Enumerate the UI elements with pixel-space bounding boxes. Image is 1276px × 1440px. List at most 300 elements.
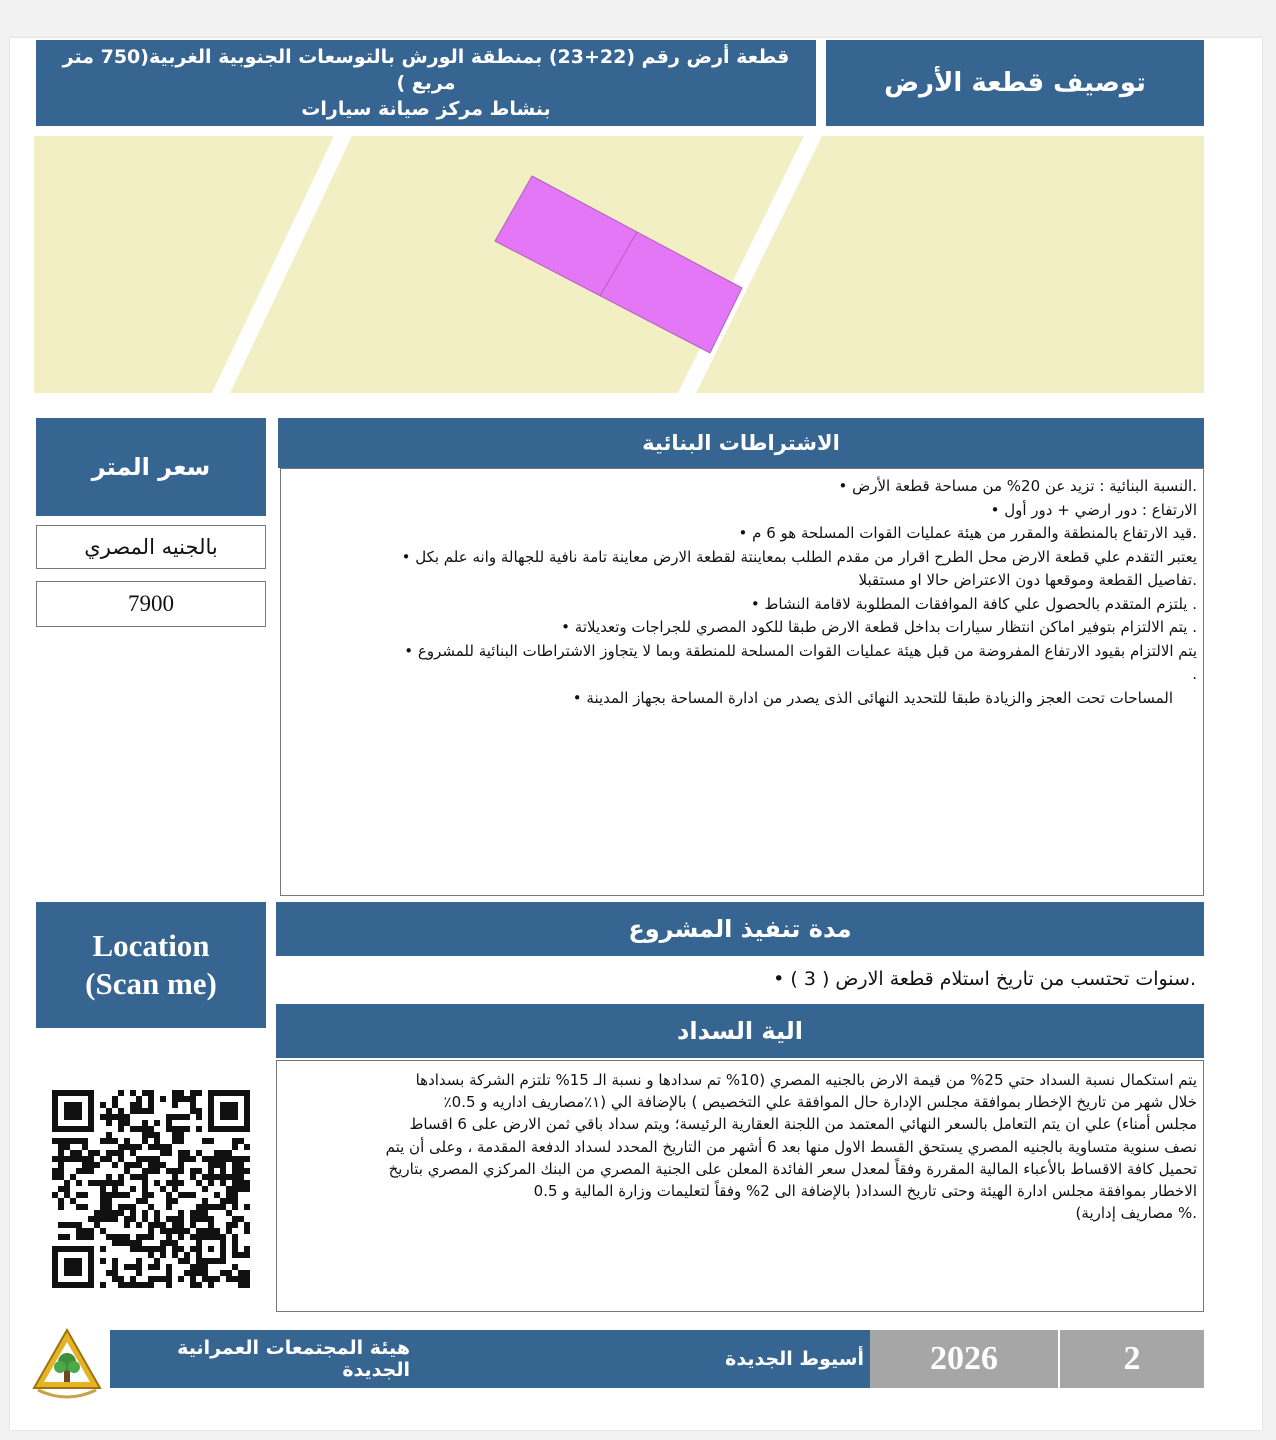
qr-module xyxy=(208,1228,214,1234)
qr-module xyxy=(208,1222,214,1228)
qr-module xyxy=(130,1282,136,1288)
qr-module xyxy=(202,1270,208,1276)
qr-module xyxy=(118,1180,124,1186)
qr-module xyxy=(202,1138,208,1144)
qr-module xyxy=(172,1168,178,1174)
condition-line: .قيد الارتفاع بالمنطقة والمقرر من هيئة عمليات القوات المسلحة هو 6 م • xyxy=(738,524,1197,542)
qr-module xyxy=(88,1102,94,1108)
qr-module xyxy=(160,1222,166,1228)
qr-module xyxy=(100,1258,106,1264)
qr-module xyxy=(106,1132,112,1138)
qr-module xyxy=(100,1210,106,1216)
qr-module xyxy=(58,1150,64,1156)
qr-module xyxy=(70,1198,76,1204)
qr-module xyxy=(190,1192,196,1198)
qr-module xyxy=(118,1276,124,1282)
qr-module xyxy=(124,1222,130,1228)
qr-module xyxy=(142,1282,148,1288)
qr-module xyxy=(136,1264,142,1270)
ncua-logo xyxy=(30,1326,104,1402)
qr-module xyxy=(220,1246,226,1252)
qr-module xyxy=(172,1222,178,1228)
qr-module xyxy=(214,1126,220,1132)
qr-module xyxy=(208,1096,214,1102)
qr-module xyxy=(130,1186,136,1192)
qr-module xyxy=(160,1162,166,1168)
qr-module xyxy=(190,1270,196,1276)
qr-module xyxy=(100,1198,106,1204)
qr-module xyxy=(130,1246,136,1252)
qr-module xyxy=(64,1282,70,1288)
qr-module xyxy=(220,1156,226,1162)
qr-module xyxy=(142,1186,148,1192)
qr-module xyxy=(184,1150,190,1156)
condition-line: . يلتزم المتقدم بالحصول علي كافة الموافقات المطلوبة لاقامة النشاط • xyxy=(750,594,1197,613)
qr-module xyxy=(100,1282,106,1288)
condition-line: المساحات تحت العجز والزيادة طبقا للتحديد النهائى الذى يصدر من ادارة المساحة بجهاز المدينة • xyxy=(572,688,1173,707)
qr-module xyxy=(124,1216,130,1222)
qr-module xyxy=(142,1132,148,1138)
qr-module xyxy=(220,1162,226,1168)
qr-module xyxy=(94,1162,100,1168)
qr-module xyxy=(148,1282,154,1288)
qr-module xyxy=(166,1276,172,1282)
qr-module xyxy=(148,1228,154,1234)
qr-module xyxy=(190,1102,196,1108)
qr-module xyxy=(154,1156,160,1162)
qr-module xyxy=(226,1186,232,1192)
qr-module xyxy=(226,1156,232,1162)
qr-module xyxy=(70,1222,76,1228)
qr-module xyxy=(124,1234,130,1240)
qr-module xyxy=(232,1276,238,1282)
qr-module xyxy=(238,1186,244,1192)
qr-module xyxy=(58,1126,64,1132)
qr-module xyxy=(232,1174,238,1180)
payment-line: الاخطار بموافقة مجلس ادارة الهيئة وحتى تاريخ السداد( بالإضافة الى 2% وفقاً لتعليمات وزارة المالية و 0.5 xyxy=(533,1182,1197,1201)
qr-module xyxy=(88,1228,94,1234)
qr-module xyxy=(166,1120,172,1126)
qr-module xyxy=(88,1120,94,1126)
qr-module xyxy=(172,1132,178,1138)
qr-module xyxy=(220,1240,226,1246)
qr-module xyxy=(244,1246,250,1252)
qr-module xyxy=(196,1252,202,1258)
qr-module xyxy=(76,1126,82,1132)
qr-module xyxy=(136,1156,142,1162)
qr-module xyxy=(232,1138,238,1144)
qr-module xyxy=(220,1114,226,1120)
qr-module xyxy=(190,1210,196,1216)
footer-city: أسيوط الجديدة xyxy=(460,1330,870,1388)
qr-module xyxy=(94,1180,100,1186)
qr-module xyxy=(154,1168,160,1174)
qr-module xyxy=(148,1096,154,1102)
qr-module xyxy=(106,1234,112,1240)
qr-module xyxy=(112,1234,118,1240)
qr-module xyxy=(130,1090,136,1096)
qr-module xyxy=(166,1144,172,1150)
qr-module xyxy=(136,1096,142,1102)
qr-module xyxy=(208,1234,214,1240)
qr-module xyxy=(112,1192,118,1198)
qr-module xyxy=(196,1210,202,1216)
qr-module xyxy=(130,1210,136,1216)
qr-module xyxy=(58,1246,64,1252)
qr-module xyxy=(214,1258,220,1264)
location-line-1: Location xyxy=(92,928,210,963)
qr-module xyxy=(220,1270,226,1276)
payment-mechanism-body xyxy=(276,1060,1204,1312)
qr-module xyxy=(208,1090,214,1096)
qr-module xyxy=(142,1210,148,1216)
qr-module xyxy=(58,1090,64,1096)
qr-module xyxy=(112,1240,118,1246)
qr-module xyxy=(124,1162,130,1168)
qr-module xyxy=(244,1168,250,1174)
qr-module xyxy=(64,1264,70,1270)
qr-module xyxy=(166,1168,172,1174)
qr-module xyxy=(70,1102,76,1108)
qr-module xyxy=(154,1132,160,1138)
qr-module xyxy=(238,1180,244,1186)
qr-module xyxy=(148,1276,154,1282)
qr-module xyxy=(70,1090,76,1096)
qr-module xyxy=(208,1162,214,1168)
qr-module xyxy=(136,1162,142,1168)
qr-module xyxy=(244,1180,250,1186)
qr-module xyxy=(106,1270,112,1276)
qr-module xyxy=(208,1276,214,1282)
qr-module xyxy=(76,1258,82,1264)
qr-module xyxy=(166,1192,172,1198)
qr-module xyxy=(142,1156,148,1162)
qr-module xyxy=(220,1102,226,1108)
qr-module xyxy=(208,1102,214,1108)
qr-module xyxy=(142,1180,148,1186)
logo-emblem xyxy=(30,1326,104,1402)
qr-module xyxy=(136,1246,142,1252)
qr-module xyxy=(226,1222,232,1228)
qr-module xyxy=(106,1216,112,1222)
qr-module xyxy=(136,1102,142,1108)
qr-module xyxy=(178,1228,184,1234)
qr-module xyxy=(202,1276,208,1282)
qr-module xyxy=(178,1258,184,1264)
qr-module xyxy=(196,1126,202,1132)
qr-module xyxy=(148,1132,154,1138)
qr-module xyxy=(178,1090,184,1096)
qr-module xyxy=(94,1210,100,1216)
qr-module xyxy=(58,1174,64,1180)
qr-module xyxy=(136,1174,142,1180)
qr-module xyxy=(166,1150,172,1156)
qr-module xyxy=(58,1156,64,1162)
qr-module xyxy=(172,1198,178,1204)
qr-module xyxy=(208,1138,214,1144)
qr-module xyxy=(130,1264,136,1270)
condition-line: . xyxy=(1192,665,1197,683)
qr-module xyxy=(238,1126,244,1132)
qr-module xyxy=(238,1282,244,1288)
qr-module xyxy=(142,1168,148,1174)
qr-module xyxy=(100,1204,106,1210)
qr-module xyxy=(112,1210,118,1216)
qr-module xyxy=(148,1126,154,1132)
qr-module xyxy=(178,1216,184,1222)
qr-module xyxy=(64,1108,70,1114)
qr-module xyxy=(214,1276,220,1282)
qr-module xyxy=(64,1222,70,1228)
qr-module xyxy=(136,1258,142,1264)
qr-module xyxy=(52,1108,58,1114)
qr-module xyxy=(214,1204,220,1210)
qr-module xyxy=(190,1216,196,1222)
qr-module xyxy=(178,1222,184,1228)
qr-module xyxy=(226,1276,232,1282)
qr-module xyxy=(160,1150,166,1156)
qr-module xyxy=(232,1144,238,1150)
qr-module xyxy=(106,1114,112,1120)
qr-module xyxy=(88,1258,94,1264)
payment-line: مجلس أمناء) علي ان يتم التعامل بالسعر النهائي المعتمد من اللجنة العقارية الرئيسة؛ ويتم سداد باقي ثمن الارض على 6 اقساط xyxy=(409,1115,1197,1134)
qr-module xyxy=(100,1228,106,1234)
qr-module xyxy=(202,1174,208,1180)
qr-module xyxy=(160,1276,166,1282)
qr-module xyxy=(112,1180,118,1186)
qr-module xyxy=(142,1174,148,1180)
qr-module xyxy=(190,1090,196,1096)
qr-module xyxy=(88,1156,94,1162)
qr-module xyxy=(118,1210,124,1216)
qr-module xyxy=(76,1282,82,1288)
qr-module xyxy=(52,1282,58,1288)
qr-module xyxy=(160,1096,166,1102)
qr-module xyxy=(82,1162,88,1168)
plot-title-line-2: بنشاط مركز صيانة سيارات xyxy=(301,98,551,120)
qr-module xyxy=(118,1150,124,1156)
qr-module xyxy=(76,1150,82,1156)
qr-module xyxy=(82,1204,88,1210)
qr-module xyxy=(166,1126,172,1132)
payment-mechanism-heading: الية السداد xyxy=(276,1004,1204,1058)
qr-module xyxy=(166,1234,172,1240)
qr-module xyxy=(202,1264,208,1270)
qr-module xyxy=(208,1282,214,1288)
qr-module xyxy=(184,1114,190,1120)
qr-module xyxy=(88,1096,94,1102)
qr-module xyxy=(70,1264,76,1270)
qr-module xyxy=(148,1144,154,1150)
qr-module xyxy=(232,1264,238,1270)
qr-module xyxy=(100,1186,106,1192)
price-currency: بالجنيه المصري xyxy=(36,525,266,569)
qr-module xyxy=(208,1216,214,1222)
qr-module xyxy=(226,1108,232,1114)
qr-module xyxy=(112,1264,118,1270)
qr-module xyxy=(220,1108,226,1114)
qr-module xyxy=(190,1246,196,1252)
qr-module xyxy=(232,1102,238,1108)
qr-module xyxy=(232,1252,238,1258)
qr-module xyxy=(154,1138,160,1144)
qr-module xyxy=(232,1186,238,1192)
qr-module xyxy=(106,1180,112,1186)
qr-module xyxy=(184,1258,190,1264)
qr-module xyxy=(172,1240,178,1246)
qr-module xyxy=(76,1222,82,1228)
qr-module xyxy=(52,1090,58,1096)
qr-module xyxy=(178,1114,184,1120)
qr-module xyxy=(220,1204,226,1210)
qr-module xyxy=(52,1258,58,1264)
qr-module xyxy=(106,1192,112,1198)
qr-module xyxy=(196,1282,202,1288)
qr-module xyxy=(178,1168,184,1174)
qr-module xyxy=(64,1126,70,1132)
qr-module xyxy=(148,1264,154,1270)
qr-module xyxy=(106,1138,112,1144)
qr-module xyxy=(112,1270,118,1276)
qr-module xyxy=(196,1246,202,1252)
qr-module xyxy=(52,1114,58,1120)
payment-line: نصف سنوية متساوية بالجنيه المصري يستحق القسط الاول منها بعد 6 أشهر من التاريخ المحدد لسداد الدفعة المقدمة ، وعلى أن يتم xyxy=(385,1137,1197,1156)
qr-module xyxy=(52,1156,58,1162)
qr-module xyxy=(238,1174,244,1180)
qr-module xyxy=(226,1270,232,1276)
qr-module xyxy=(106,1204,112,1210)
qr-module xyxy=(166,1216,172,1222)
qr-module xyxy=(148,1168,154,1174)
qr-module xyxy=(184,1192,190,1198)
qr-module xyxy=(154,1276,160,1282)
qr-module xyxy=(238,1276,244,1282)
qr-module xyxy=(202,1156,208,1162)
qr-module xyxy=(142,1198,148,1204)
qr-module xyxy=(220,1174,226,1180)
qr-module xyxy=(88,1252,94,1258)
location-label xyxy=(36,902,266,1028)
qr-module xyxy=(160,1252,166,1258)
qr-module xyxy=(106,1174,112,1180)
qr-module xyxy=(142,1234,148,1240)
qr-module xyxy=(208,1174,214,1180)
qr-module xyxy=(142,1216,148,1222)
qr-module xyxy=(148,1162,154,1168)
qr-module xyxy=(220,1234,226,1240)
qr-module xyxy=(82,1192,88,1198)
location-qr-code[interactable] xyxy=(52,1090,250,1288)
qr-module xyxy=(64,1270,70,1276)
qr-module xyxy=(70,1150,76,1156)
qr-module xyxy=(64,1234,70,1240)
site-map xyxy=(34,136,1204,393)
qr-module xyxy=(82,1126,88,1132)
plot-description-label: توصيف قطعة الأرض xyxy=(826,40,1204,126)
qr-module xyxy=(70,1138,76,1144)
qr-module xyxy=(154,1258,160,1264)
qr-module xyxy=(148,1192,154,1198)
plot-title xyxy=(36,40,816,126)
qr-module xyxy=(136,1240,142,1246)
qr-module xyxy=(142,1090,148,1096)
qr-module xyxy=(76,1270,82,1276)
qr-module xyxy=(124,1282,130,1288)
building-conditions-body xyxy=(280,468,1204,896)
qr-module xyxy=(208,1258,214,1264)
qr-module xyxy=(52,1120,58,1126)
qr-module xyxy=(112,1138,118,1144)
qr-module xyxy=(82,1234,88,1240)
qr-module xyxy=(154,1210,160,1216)
qr-module xyxy=(166,1240,172,1246)
qr-module xyxy=(70,1126,76,1132)
qr-module xyxy=(190,1234,196,1240)
qr-module xyxy=(100,1192,106,1198)
qr-module xyxy=(214,1162,220,1168)
qr-module xyxy=(118,1126,124,1132)
qr-module xyxy=(178,1132,184,1138)
qr-module xyxy=(88,1108,94,1114)
qr-module xyxy=(70,1246,76,1252)
building-conditions-heading: الاشتراطات البنائية xyxy=(278,418,1204,468)
qr-module xyxy=(82,1228,88,1234)
qr-module xyxy=(88,1246,94,1252)
footer-organization: هيئة المجتمعات العمرانية الجديدة xyxy=(110,1330,460,1388)
qr-module xyxy=(64,1114,70,1120)
qr-module xyxy=(196,1240,202,1246)
qr-module xyxy=(202,1234,208,1240)
qr-module xyxy=(76,1090,82,1096)
condition-line: يعتبر التقدم علي قطعة الارض محل الطرح اقرار من مقدم الطلب بمعاينتة لقطعة الارض معاينة تامة نافية للجهالة وانه علم بكل • xyxy=(401,547,1197,566)
qr-module xyxy=(82,1282,88,1288)
qr-module xyxy=(244,1270,250,1276)
qr-module xyxy=(196,1108,202,1114)
qr-module xyxy=(160,1144,166,1150)
qr-module xyxy=(112,1096,118,1102)
qr-module xyxy=(208,1204,214,1210)
qr-module xyxy=(112,1150,118,1156)
payment-line: يتم استكمال نسبة السداد حتي 25% من قيمة الارض بالجنيه المصري (10% تم سدادها و نسبة الـ 15% تلتزم الشركة بسدادها xyxy=(415,1071,1197,1089)
qr-module xyxy=(178,1150,184,1156)
qr-module xyxy=(178,1126,184,1132)
qr-module xyxy=(196,1270,202,1276)
qr-module xyxy=(124,1204,130,1210)
qr-module xyxy=(202,1186,208,1192)
qr-module xyxy=(70,1156,76,1162)
qr-module xyxy=(130,1174,136,1180)
qr-module xyxy=(52,1102,58,1108)
qr-module xyxy=(64,1186,70,1192)
qr-module xyxy=(64,1246,70,1252)
condition-line: الارتفاع : دور ارضي + دور أول • xyxy=(990,500,1197,519)
qr-module xyxy=(94,1216,100,1222)
qr-module xyxy=(142,1126,148,1132)
qr-module xyxy=(178,1246,184,1252)
qr-module xyxy=(118,1156,124,1162)
qr-module xyxy=(232,1234,238,1240)
qr-module xyxy=(166,1204,172,1210)
qr-module xyxy=(244,1144,250,1150)
qr-module xyxy=(166,1198,172,1204)
qr-module xyxy=(226,1174,232,1180)
qr-module xyxy=(52,1246,58,1252)
qr-module xyxy=(244,1120,250,1126)
qr-module xyxy=(58,1282,64,1288)
qr-module xyxy=(136,1144,142,1150)
qr-module xyxy=(244,1126,250,1132)
qr-module xyxy=(64,1090,70,1096)
